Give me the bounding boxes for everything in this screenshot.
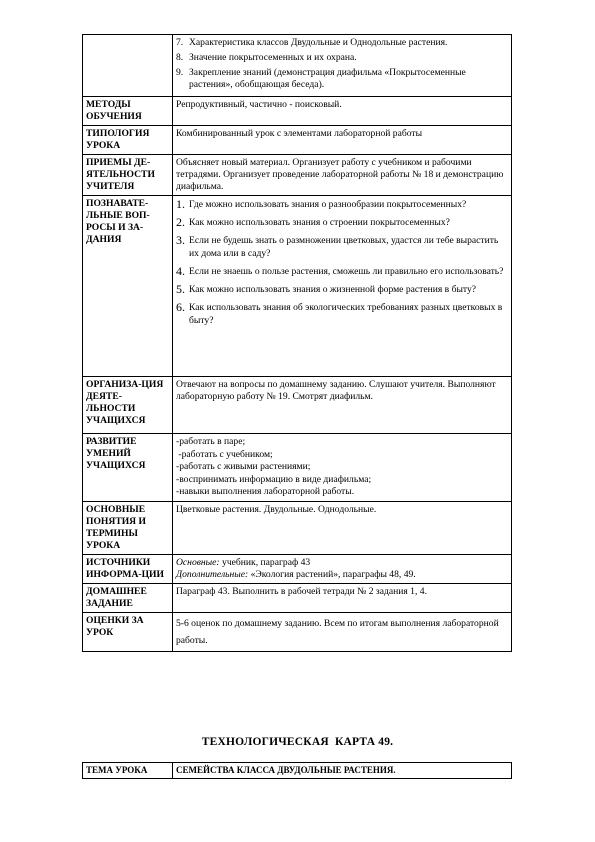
sources-extra-prefix: Дополнительные: xyxy=(176,568,249,580)
questions-list xyxy=(176,198,508,327)
next-card-title: ТЕХНОЛОГИЧЕСКАЯ КАРТА 49. xyxy=(201,736,394,748)
methods-row xyxy=(83,97,512,126)
list-item: 8. Значение покрытосеменных и их охрана. xyxy=(176,52,357,63)
skills-value xyxy=(173,434,512,502)
intro-list xyxy=(176,37,508,91)
methods-label: МЕТОДЫ ОБУЧЕНИЯ xyxy=(83,97,173,126)
theme-label: ТЕМА УРОКА xyxy=(83,763,173,779)
intro-value-cell xyxy=(173,35,512,97)
methods-value: Репродуктивный, частично - поисковый. xyxy=(173,97,512,126)
skills-label: РАЗВИТИЕ УМЕНИЙ УЧАЩИХСЯ xyxy=(83,434,173,502)
sources-extra xyxy=(176,569,508,581)
questions-value xyxy=(173,196,512,377)
typology-label: ТИПОЛОГИЯ УРОКА xyxy=(83,126,173,155)
list-item: 7. Характеристика классов Двудольные и Однодольные растения. xyxy=(176,37,448,48)
grades-value: 5-6 оценок по домашнему заданию. Всем по итогам выполнения лабораторной работы. xyxy=(173,612,512,651)
skills-row xyxy=(83,434,512,502)
student-org-value: Отвечают на вопросы по домашнему заданию. Слушают учителя. Выполняют лабораторную работу № 19. Смотрят диафильм. xyxy=(173,377,512,434)
concepts-row xyxy=(83,501,512,554)
student-org-row xyxy=(83,377,512,434)
sources-main-prefix: Основные: xyxy=(176,556,220,568)
student-org-label: ОРГАНИЗА-ЦИЯ ДЕЯТЕ-ЛЬНОСТИ УЧАЩИХСЯ xyxy=(83,377,173,434)
sources-extra-text: «Экология растений», параграфы 48, 49. xyxy=(248,568,416,580)
homework-row xyxy=(83,583,512,612)
sources-main xyxy=(176,557,508,569)
homework-label: ДОМАШНЕЕ ЗАДАНИЕ xyxy=(83,583,173,612)
teacher-methods-row xyxy=(83,155,512,196)
skill-line: -работать в паре; xyxy=(176,436,246,447)
sources-value xyxy=(173,554,512,583)
list-item: 5. Как можно использовать знания о жизненной форме растения в быту? xyxy=(176,282,477,296)
next-card-theme-table xyxy=(82,762,512,779)
concepts-value: Цветковые растения. Двудольные. Однодольные. xyxy=(173,501,512,554)
skill-line: -работать с учебником; xyxy=(176,448,273,460)
list-item: 1. Где можно использовать знания о разнообразии покрытосеменных? xyxy=(176,197,467,211)
typology-value: Комбинированный урок с элементами лабораторной работы xyxy=(173,126,512,155)
theme-value: СЕМЕЙСТВА КЛАССА ДВУДОЛЬНЫЕ РАСТЕНИЯ. xyxy=(173,763,512,779)
sources-row xyxy=(83,554,512,583)
grades-label: ОЦЕНКИ ЗА УРОК xyxy=(83,612,173,651)
questions-row xyxy=(83,196,512,377)
intro-row xyxy=(83,35,512,97)
list-item: 6. Как использовать знания об экологических требованиях разных цветковых в быту? xyxy=(176,300,503,326)
concepts-label: ОСНОВНЫЕ ПОНЯТИЯ И ТЕРМИНЫ УРОКА xyxy=(83,501,173,554)
skill-line: -навыки выполнения лабораторной работы. xyxy=(176,486,355,497)
skill-line: -работать с живыми растениями; xyxy=(176,461,311,472)
intro-label-cell xyxy=(83,35,173,97)
list-item: 2. Как можно использовать знания о строении покрытосеменных? xyxy=(176,215,450,229)
teacher-methods-value: Объясняет новый материал. Организует работу с учебником и рабочими тетрадями. Организует проведение лабораторной работы № 18 и демонстрацию диафильма. xyxy=(173,155,512,196)
list-item: 4. Если не знаешь о пользе растения, сможешь ли правильно его использовать? xyxy=(176,264,504,278)
homework-value: Параграф 43. Выполнить в рабочей тетради № 2 задания 1, 4. xyxy=(173,583,512,612)
list-item: 3. Если не будешь знать о размножении цветковых, удастся ли тебе вырастить их дома или в саду? xyxy=(176,233,499,259)
lesson-card-table xyxy=(82,34,512,652)
questions-label: ПОЗНАВАТЕ-ЛЬНЫЕ ВОП-РОСЫ И ЗА-ДАНИЯ xyxy=(83,196,173,377)
theme-row xyxy=(83,763,512,779)
typology-row xyxy=(83,126,512,155)
sources-label: ИСТОЧНИКИ ИНФОРМА-ЦИИ xyxy=(83,554,173,583)
skill-line: -воспринимать информацию в виде диафильма; xyxy=(176,473,372,485)
sources-main-text: учебник, параграф 43 xyxy=(219,556,311,568)
grades-row xyxy=(83,612,512,651)
teacher-methods-label: ПРИЕМЫ ДЕ-ЯТЕЛЬНОСТИ УЧИТЕЛЯ xyxy=(83,155,173,196)
list-item: 9. Закрепление знаний (демонстрация диафильма «Покрытосеменные растения», обобщающая беседа). xyxy=(176,67,466,90)
